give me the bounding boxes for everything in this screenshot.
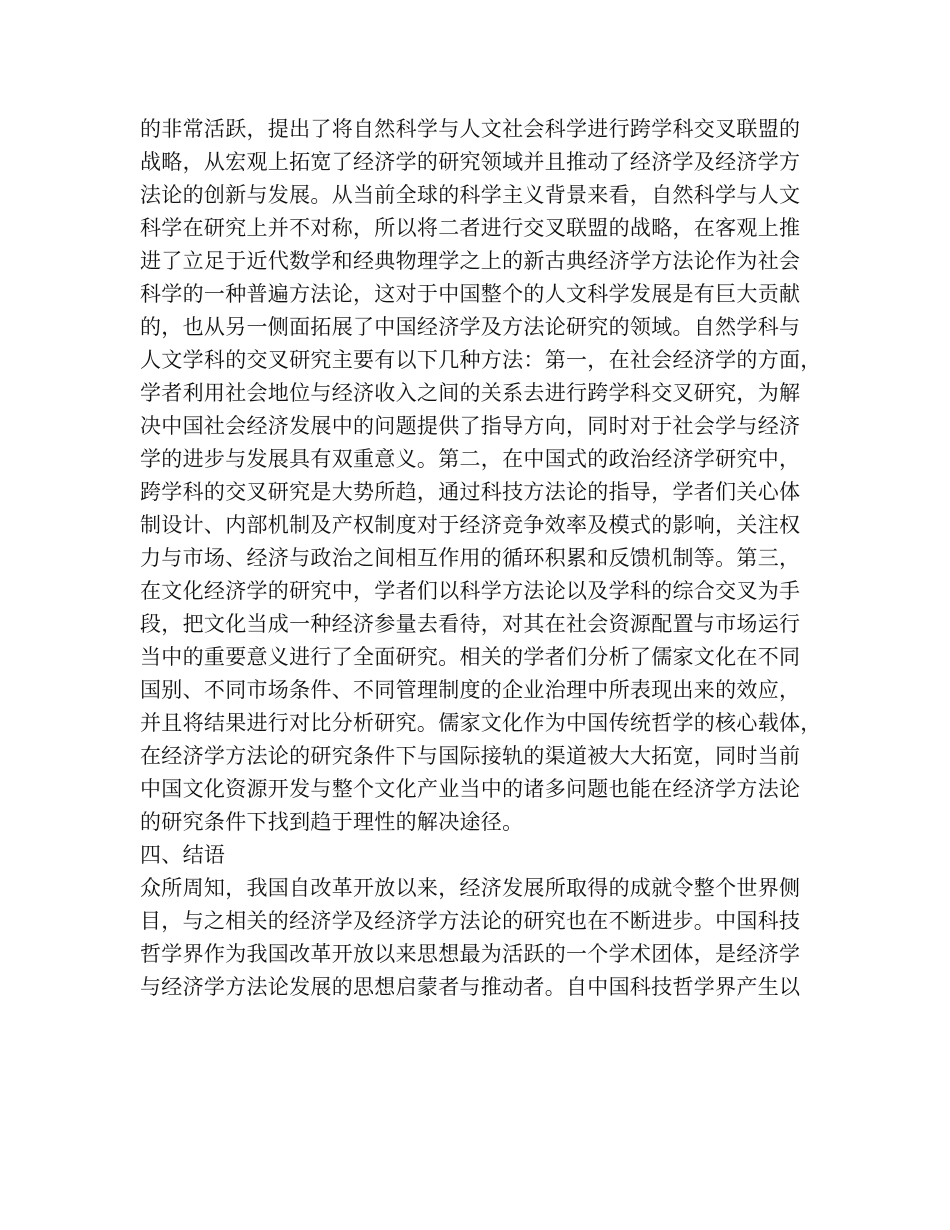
- text-line: 人文学科的交叉研究主要有以下几种方法：第一，在社会经济学的方面，: [140, 348, 822, 372]
- text-line: 科学在研究上并不对称，所以将二者进行交叉联盟的战略，在客观上推: [140, 216, 801, 240]
- text-line: 学者利用社会地位与经济收入之间的关系去进行跨学科交叉研究，为解: [140, 381, 801, 405]
- text-line: 法论的创新与发展。从当前全球的科学主义背景来看，自然科学与人文: [140, 183, 801, 207]
- text-line: 当中的重要意义进行了全面研究。相关的学者们分析了儒家文化在不同: [140, 645, 801, 669]
- text-line: 中国文化资源开发与整个文化产业当中的诸多问题也能在经济学方法论: [140, 777, 801, 801]
- text-line: 跨学科的交叉研究是大势所趋，通过科技方法论的指导，学者们关心体: [140, 480, 801, 504]
- text-line: 的非常活跃，提出了将自然科学与人文社会科学进行跨学科交叉联盟的: [140, 117, 801, 141]
- text-line: 段，把文化当成一种经济参量去看待，对其在社会资源配置与市场运行: [140, 612, 801, 636]
- text-line: 与经济学方法论发展的思想启蒙者与推动者。自中国科技哲学界产生以: [140, 975, 801, 999]
- text-line: 制设计、内部机制及产权制度对于经济竞争效率及模式的影响，关注权: [140, 513, 801, 537]
- section-heading-conclusion: 四、结语: [140, 843, 226, 867]
- text-line: 的，也从另一侧面拓展了中国经济学及方法论研究的领域。自然学科与: [140, 315, 801, 339]
- paragraph-interdisciplinary-research: [140, 113, 820, 839]
- text-line: 学的进步与发展具有双重意义。第二，在中国式的政治经济学研究中，: [140, 447, 801, 471]
- text-line: 国别、不同市场条件、不同管理制度的企业治理中所表现出来的效应，: [140, 678, 801, 702]
- text-line: 决中国社会经济发展中的问题提供了指导方向，同时对于社会学与经济: [140, 414, 801, 438]
- paragraph-conclusion: [140, 872, 820, 1004]
- text-line: 科学的一种普遍方法论，这对于中国整个的人文科学发展是有巨大贡献: [140, 282, 801, 306]
- text-line: 力与市场、经济与政治之间相互作用的循环积累和反馈机制等。第三，: [140, 546, 801, 570]
- text-line: 的研究条件下找到趋于理性的解决途径。: [140, 810, 524, 834]
- text-line: 战略，从宏观上拓宽了经济学的研究领域并且推动了经济学及经济学方: [140, 150, 801, 174]
- text-line: 哲学界作为我国改革开放以来思想最为活跃的一个学术团体，是经济学: [140, 942, 801, 966]
- document-body: [140, 113, 820, 1004]
- text-line: 众所周知，我国自改革开放以来，经济发展所取得的成就令整个世界侧: [140, 876, 801, 900]
- text-line: 目，与之相关的经济学及经济学方法论的研究也在不断进步。中国科技: [140, 909, 801, 933]
- text-line: 进了立足于近代数学和经典物理学之上的新古典经济学方法论作为社会: [140, 249, 801, 273]
- text-line: 并且将结果进行对比分析研究。儒家文化作为中国传统哲学的核心载体，: [140, 711, 822, 735]
- text-line: 在经济学方法论的研究条件下与国际接轨的渠道被大大拓宽，同时当前: [140, 744, 801, 768]
- text-line: 在文化经济学的研究中，学者们以科学方法论以及学科的综合交叉为手: [140, 579, 801, 603]
